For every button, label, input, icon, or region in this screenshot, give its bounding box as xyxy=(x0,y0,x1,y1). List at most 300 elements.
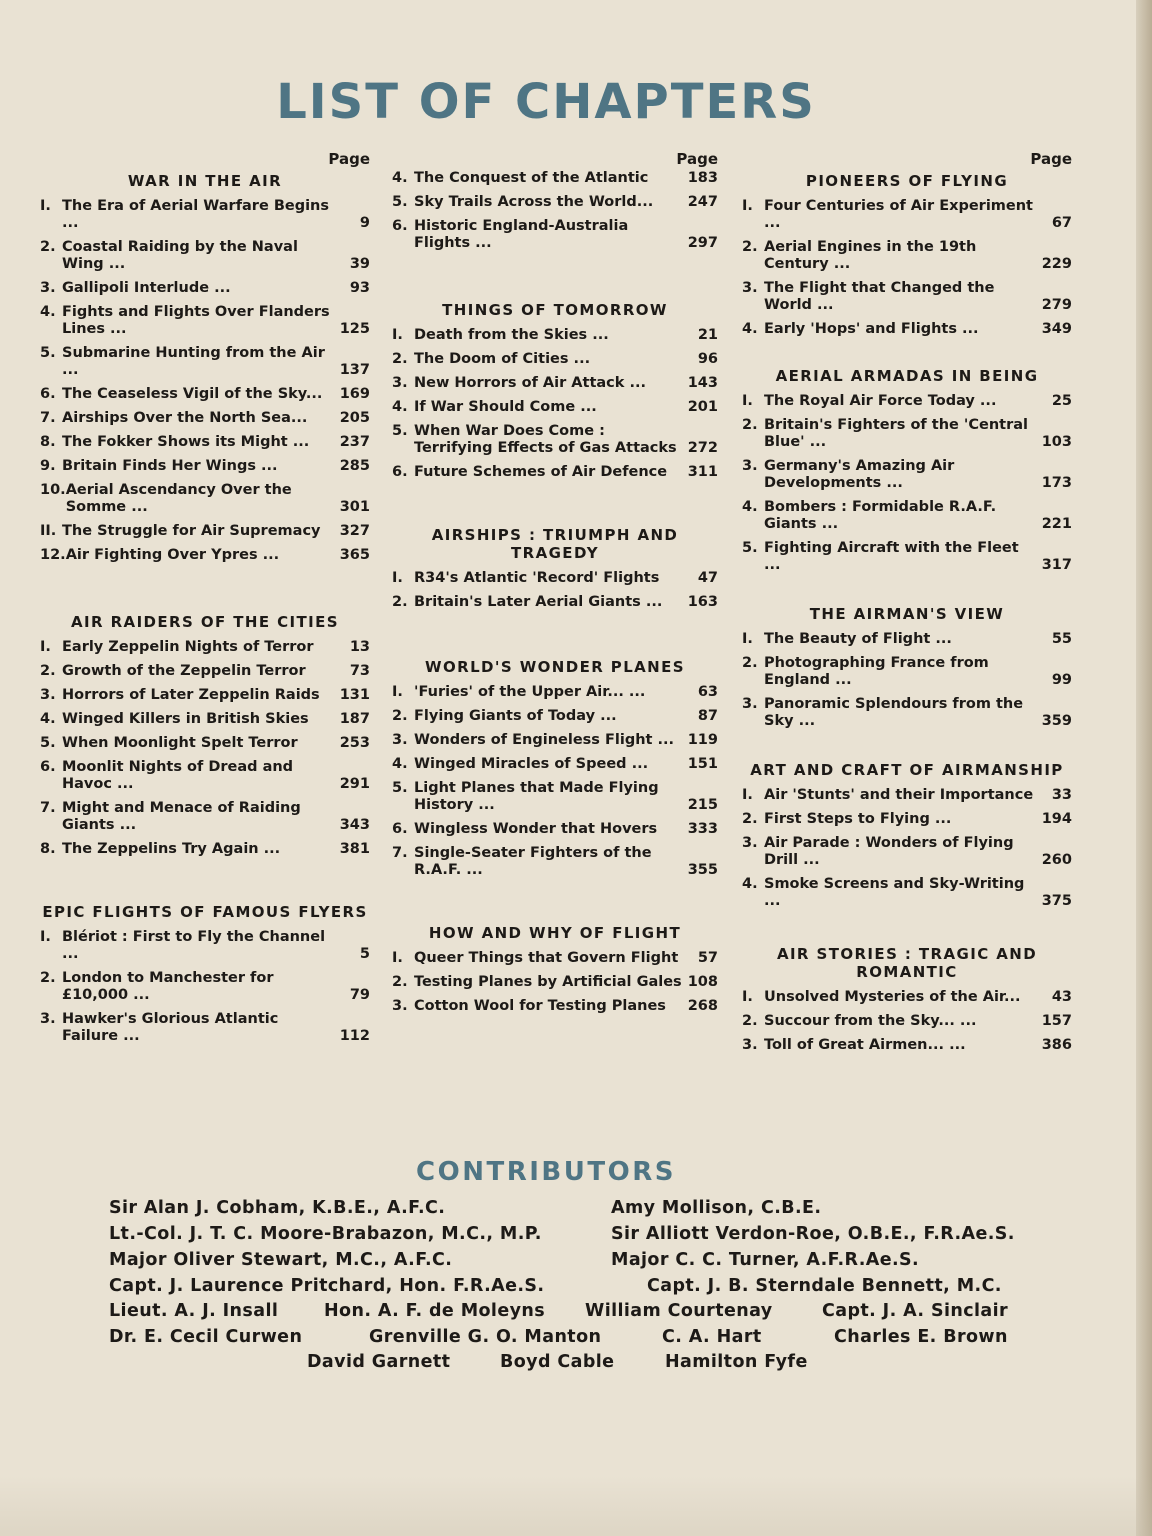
chapter-number: 6. xyxy=(40,759,56,775)
chapter-number: 2. xyxy=(40,970,56,986)
chapter-title: Might and Menace of Raiding Giants ... xyxy=(62,800,301,833)
chapter-number: I. xyxy=(40,639,51,655)
chapter-number: I. xyxy=(742,631,753,647)
chapters-column-2 xyxy=(392,150,718,1022)
chapter-entry xyxy=(392,780,718,814)
contributor-name: Major Oliver Stewart, M.C., A.F.C. xyxy=(109,1250,453,1270)
chapter-section xyxy=(742,365,1072,574)
chapter-title: Aerial Ascendancy Over the Somme ... xyxy=(65,482,292,515)
chapter-page-number: 205 xyxy=(339,410,370,426)
chapter-title: Blériot : First to Fly the Channel ... xyxy=(62,929,326,962)
page-title: LIST OF CHAPTERS xyxy=(276,74,816,130)
chapter-number: 6. xyxy=(392,218,408,234)
chapter-title: Early 'Hops' and Flights ... xyxy=(764,321,979,337)
chapter-page-number: 285 xyxy=(339,458,370,474)
chapter-entry xyxy=(742,393,1072,410)
chapter-title: The Flight that Changed the World ... xyxy=(764,280,995,313)
chapter-page-number: 5 xyxy=(359,946,370,962)
chapter-title: Succour from the Sky... ... xyxy=(764,1013,977,1029)
chapter-entry xyxy=(742,1013,1072,1030)
chapter-page-number: 359 xyxy=(1041,713,1072,729)
chapter-number: 2. xyxy=(742,239,758,255)
chapter-entry xyxy=(392,218,718,252)
chapter-number: I. xyxy=(742,198,753,214)
chapter-page-number: 187 xyxy=(339,711,370,727)
chapter-title: When Moonlight Spelt Terror xyxy=(62,735,298,751)
chapter-page-number: 39 xyxy=(349,256,370,272)
chapter-title: London to Manchester for £10,000 ... xyxy=(62,970,274,1003)
chapter-number: 5. xyxy=(40,345,56,361)
chapter-entry xyxy=(40,759,370,793)
chapter-title: Toll of Great Airmen... ... xyxy=(764,1037,966,1053)
chapter-number: 2. xyxy=(392,594,408,610)
chapter-page-number: 163 xyxy=(687,594,718,610)
chapter-title: Hawker's Glorious Atlantic Failure ... xyxy=(62,1011,279,1044)
chapter-entry xyxy=(40,410,370,427)
chapter-number: 3. xyxy=(40,280,56,296)
chapter-page-number: 33 xyxy=(1051,787,1072,803)
chapter-entry xyxy=(742,655,1072,689)
section-title: AIR STORIES : TRAGIC AND ROMANTIC xyxy=(776,945,1038,981)
chapter-number: 12. xyxy=(40,547,66,563)
chapter-number: 2. xyxy=(392,974,408,990)
chapter-title: Air Fighting Over Ypres ... xyxy=(65,547,280,563)
chapter-page-number: 96 xyxy=(697,351,718,367)
chapter-title: Fighting Aircraft with the Fleet ... xyxy=(764,540,1019,573)
chapter-page-number: 297 xyxy=(687,235,718,251)
chapter-title: Horrors of Later Zeppelin Raids xyxy=(62,687,320,703)
contributor-name: Amy Mollison, C.B.E. xyxy=(611,1198,822,1218)
chapter-title: Air 'Stunts' and their Importance xyxy=(764,787,1034,803)
chapter-title: The Struggle for Air Supremacy xyxy=(62,523,321,539)
chapter-page-number: 151 xyxy=(687,756,718,772)
chapter-title: Historic England-Australia Flights ... xyxy=(414,218,629,251)
chapter-number: 4. xyxy=(392,399,408,415)
chapter-entry xyxy=(392,708,718,725)
chapter-page-number: 87 xyxy=(697,708,718,724)
chapter-entry xyxy=(392,351,718,368)
chapter-entry xyxy=(742,540,1072,574)
chapter-number: 2. xyxy=(742,417,758,433)
chapter-page-number: 119 xyxy=(687,732,718,748)
page-shadow xyxy=(0,1476,1152,1536)
chapter-page-number: 375 xyxy=(1041,893,1072,909)
chapter-entry xyxy=(40,841,370,858)
chapter-title: The Royal Air Force Today ... xyxy=(764,393,997,409)
chapter-number: 2. xyxy=(742,1013,758,1029)
chapter-number: 4. xyxy=(40,304,56,320)
chapter-title: Queer Things that Govern Flight xyxy=(414,950,679,966)
chapter-entry xyxy=(40,1011,370,1045)
section-title: EPIC FLIGHTS OF FAMOUS FLYERS xyxy=(42,903,368,921)
chapter-title: Photographing France from England ... xyxy=(764,655,989,688)
contributor-name: Major C. C. Turner, A.F.R.Ae.S. xyxy=(611,1250,920,1270)
chapter-section xyxy=(40,901,370,1045)
chapter-entry xyxy=(40,434,370,451)
chapter-page-number: 63 xyxy=(697,684,718,700)
chapter-section xyxy=(40,170,370,564)
chapter-number: 5. xyxy=(742,540,758,556)
chapter-entry xyxy=(392,594,718,611)
chapter-section xyxy=(742,759,1072,910)
chapter-section xyxy=(742,170,1072,338)
chapter-number: II. xyxy=(40,523,57,539)
chapter-page-number: 157 xyxy=(1041,1013,1072,1029)
chapter-page-number: 79 xyxy=(349,987,370,1003)
chapter-title: 'Furies' of the Upper Air... ... xyxy=(414,684,646,700)
chapter-number: I. xyxy=(742,393,753,409)
chapter-page-number: 349 xyxy=(1041,321,1072,337)
chapter-number: 2. xyxy=(742,655,758,671)
chapter-number: I. xyxy=(392,950,403,966)
chapter-title: Testing Planes by Artificial Gales xyxy=(414,974,682,990)
contributor-name: Capt. J. B. Sterndale Bennett, M.C. xyxy=(647,1276,1002,1296)
contributor-name: Sir Alan J. Cobham, K.B.E., A.F.C. xyxy=(109,1198,446,1218)
chapter-page-number: 215 xyxy=(687,797,718,813)
chapter-page-number: 327 xyxy=(339,523,370,539)
chapter-page-number: 253 xyxy=(339,735,370,751)
section-title: AIR RAIDERS OF THE CITIES xyxy=(71,613,339,631)
chapter-page-number: 67 xyxy=(1051,215,1072,231)
page-edge xyxy=(1136,0,1152,1536)
chapter-title: R34's Atlantic 'Record' Flights xyxy=(414,570,660,586)
section-title: PIONEERS OF FLYING xyxy=(805,172,1009,190)
chapter-entry xyxy=(742,876,1072,910)
chapter-entry xyxy=(40,735,370,752)
chapter-page-number: 291 xyxy=(339,776,370,792)
chapter-page-number: 125 xyxy=(339,321,370,337)
chapter-page-number: 333 xyxy=(687,821,718,837)
page-column-header: Page xyxy=(1030,150,1072,168)
chapter-number: 5. xyxy=(392,423,408,439)
chapter-number: 3. xyxy=(40,687,56,703)
chapter-title: When War Does Come : Terrifying Effects of Gas Attacks xyxy=(414,423,677,456)
chapters-column-3 xyxy=(742,150,1072,1061)
chapter-title: Air Parade : Wonders of Flying Drill ... xyxy=(764,835,1014,868)
chapter-title: Early Zeppelin Nights of Terror xyxy=(62,639,314,655)
chapter-entry xyxy=(40,482,370,516)
chapter-number: 4. xyxy=(392,170,408,186)
chapter-number: 2. xyxy=(40,663,56,679)
chapter-title: Four Centuries of Air Experiment ... xyxy=(764,198,1033,231)
chapter-number: 4. xyxy=(392,756,408,772)
chapter-section xyxy=(392,170,718,252)
contributor-name: Charles E. Brown xyxy=(834,1327,1008,1347)
chapter-page-number: 9 xyxy=(359,215,370,231)
section-title: THINGS OF TOMORROW xyxy=(442,301,668,319)
chapter-title: Bombers : Formidable R.A.F. Giants ... xyxy=(764,499,997,532)
chapter-entry xyxy=(392,194,718,211)
chapter-number: 4. xyxy=(742,499,758,515)
chapter-entry xyxy=(40,800,370,834)
chapter-number: 4. xyxy=(742,876,758,892)
chapter-entry xyxy=(742,417,1072,451)
chapter-page-number: 279 xyxy=(1041,297,1072,313)
chapter-title: The Zeppelins Try Again ... xyxy=(62,841,281,857)
chapter-page-number: 355 xyxy=(687,862,718,878)
chapter-number: 6. xyxy=(392,821,408,837)
chapter-section xyxy=(392,922,718,1015)
chapter-number: 3. xyxy=(742,1037,758,1053)
chapter-page-number: 301 xyxy=(339,499,370,515)
chapter-number: 2. xyxy=(392,708,408,724)
chapter-entry xyxy=(40,523,370,540)
chapter-page-number: 57 xyxy=(697,950,718,966)
chapter-entry xyxy=(392,684,718,701)
chapter-page-number: 381 xyxy=(339,841,370,857)
chapter-number: I. xyxy=(40,198,51,214)
chapter-page-number: 343 xyxy=(339,817,370,833)
contributor-name: Dr. E. Cecil Curwen xyxy=(109,1327,303,1347)
chapter-page-number: 194 xyxy=(1041,811,1072,827)
chapter-entry xyxy=(40,280,370,297)
chapter-page-number: 108 xyxy=(687,974,718,990)
chapter-page-number: 229 xyxy=(1041,256,1072,272)
chapter-entry xyxy=(392,399,718,416)
chapter-entry xyxy=(392,950,718,967)
chapter-entry xyxy=(742,239,1072,273)
contributor-name: Grenville G. O. Manton xyxy=(369,1327,602,1347)
chapter-title: Moonlit Nights of Dread and Havoc ... xyxy=(62,759,294,792)
chapter-number: 3. xyxy=(742,696,758,712)
chapter-number: 5. xyxy=(392,194,408,210)
chapter-title: Single-Seater Fighters of the R.A.F. ... xyxy=(414,845,652,878)
chapter-title: The Ceaseless Vigil of the Sky... xyxy=(62,386,323,402)
chapter-title: The Conquest of the Atlantic xyxy=(414,170,649,186)
chapter-page-number: 99 xyxy=(1051,672,1072,688)
chapter-page-number: 25 xyxy=(1051,393,1072,409)
chapter-page-number: 131 xyxy=(339,687,370,703)
chapter-title: New Horrors of Air Attack ... xyxy=(414,375,646,391)
chapter-entry xyxy=(40,345,370,379)
chapter-title: Future Schemes of Air Defence xyxy=(414,464,668,480)
chapter-entry xyxy=(40,304,370,338)
chapter-entry xyxy=(742,787,1072,804)
chapter-page-number: 260 xyxy=(1041,852,1072,868)
chapter-title: Aerial Engines in the 19th Century ... xyxy=(764,239,977,272)
chapter-entry xyxy=(742,631,1072,648)
contributor-name: Lieut. A. J. Insall xyxy=(109,1301,279,1321)
chapter-title: Flying Giants of Today ... xyxy=(414,708,617,724)
chapter-number: I. xyxy=(392,570,403,586)
contributor-name: Hamilton Fyfe xyxy=(665,1352,808,1372)
chapter-title: Airships Over the North Sea... xyxy=(62,410,308,426)
chapter-title: Winged Miracles of Speed ... xyxy=(414,756,649,772)
chapter-title: The Fokker Shows its Might ... xyxy=(62,434,310,450)
chapter-entry xyxy=(40,663,370,680)
contributor-name: Capt. J. Laurence Pritchard, Hon. F.R.Ae.S. xyxy=(109,1276,545,1296)
chapter-page-number: 183 xyxy=(687,170,718,186)
chapter-entry xyxy=(40,687,370,704)
chapter-title: Panoramic Splendours from the Sky ... xyxy=(764,696,1024,729)
chapter-page-number: 365 xyxy=(339,547,370,563)
chapter-number: 7. xyxy=(40,800,56,816)
chapter-entry xyxy=(40,458,370,475)
chapter-page-number: 112 xyxy=(339,1028,370,1044)
chapter-entry xyxy=(742,811,1072,828)
chapter-entry xyxy=(40,970,370,1004)
chapter-number: 7. xyxy=(392,845,408,861)
chapter-number: I. xyxy=(392,684,403,700)
chapter-title: Growth of the Zeppelin Terror xyxy=(62,663,306,679)
contributor-name: David Garnett xyxy=(307,1352,451,1372)
chapter-page-number: 47 xyxy=(697,570,718,586)
chapter-number: 2. xyxy=(392,351,408,367)
chapter-title: The Beauty of Flight ... xyxy=(764,631,952,647)
chapter-title: First Steps to Flying ... xyxy=(764,811,952,827)
chapter-title: The Doom of Cities ... xyxy=(414,351,591,367)
chapter-page-number: 268 xyxy=(687,998,718,1014)
chapter-page-number: 93 xyxy=(349,280,370,296)
chapter-section xyxy=(392,656,718,879)
chapter-title: Death from the Skies ... xyxy=(414,327,609,343)
chapter-entry xyxy=(40,198,370,232)
chapter-title: Germany's Amazing Air Developments ... xyxy=(764,458,955,491)
chapter-page-number: 13 xyxy=(349,639,370,655)
chapter-number: 3. xyxy=(40,1011,56,1027)
chapter-number: 9. xyxy=(40,458,56,474)
chapter-title: Light Planes that Made Flying History ... xyxy=(414,780,659,813)
chapter-entry xyxy=(392,327,718,344)
chapter-entry xyxy=(742,458,1072,492)
chapter-number: 4. xyxy=(40,711,56,727)
chapter-number: 8. xyxy=(40,841,56,857)
chapter-page-number: 103 xyxy=(1041,434,1072,450)
section-title: THE AIRMAN'S VIEW xyxy=(809,605,1005,623)
chapter-entry xyxy=(742,835,1072,869)
chapter-entry xyxy=(742,499,1072,533)
chapter-title: Cotton Wool for Testing Planes xyxy=(414,998,666,1014)
chapter-entry xyxy=(392,998,718,1015)
chapter-number: 3. xyxy=(392,998,408,1014)
chapter-page-number: 272 xyxy=(687,440,718,456)
chapter-entry xyxy=(392,464,718,481)
chapter-number: 3. xyxy=(742,280,758,296)
chapter-entry xyxy=(742,696,1072,730)
chapter-entry xyxy=(392,821,718,838)
chapter-entry xyxy=(392,732,718,749)
section-title: ART AND CRAFT OF AIRMANSHIP xyxy=(750,761,1064,779)
chapter-number: 3. xyxy=(392,732,408,748)
chapter-title: Unsolved Mysteries of the Air... xyxy=(764,989,1021,1005)
chapter-number: 3. xyxy=(742,835,758,851)
chapter-page-number: 21 xyxy=(697,327,718,343)
chapter-entry xyxy=(392,375,718,392)
chapter-section xyxy=(742,943,1072,1054)
contributor-name: William Courtenay xyxy=(585,1301,773,1321)
chapter-page-number: 143 xyxy=(687,375,718,391)
chapter-page-number: 221 xyxy=(1041,516,1072,532)
chapter-title: Britain's Later Aerial Giants ... xyxy=(414,594,663,610)
chapter-title: Fights and Flights Over Flanders Lines ... xyxy=(62,304,330,337)
chapters-column-1 xyxy=(40,150,370,1052)
chapter-page-number: 169 xyxy=(339,386,370,402)
contributor-name: C. A. Hart xyxy=(662,1327,762,1347)
contributors-title: CONTRIBUTORS xyxy=(416,1157,676,1187)
chapter-number: I. xyxy=(392,327,403,343)
section-title: WAR IN THE AIR xyxy=(127,172,283,190)
chapter-number: 6. xyxy=(40,386,56,402)
chapter-entry xyxy=(40,929,370,963)
chapter-entry xyxy=(392,170,718,187)
chapter-number: 10. xyxy=(40,482,66,498)
chapter-entry xyxy=(40,547,370,564)
chapter-page-number: 43 xyxy=(1051,989,1072,1005)
chapter-page-number: 201 xyxy=(687,399,718,415)
chapter-entry xyxy=(392,570,718,587)
chapter-page-number: 73 xyxy=(349,663,370,679)
chapter-number: I. xyxy=(742,989,753,1005)
chapter-number: 4. xyxy=(742,321,758,337)
section-title: WORLD'S WONDER PLANES xyxy=(425,658,685,676)
chapter-entry xyxy=(742,321,1072,338)
chapter-title: Britain's Fighters of the 'Central Blue' ... xyxy=(764,417,1029,450)
chapter-title: Gallipoli Interlude ... xyxy=(62,280,231,296)
chapter-entry xyxy=(40,711,370,728)
chapter-entry xyxy=(40,386,370,403)
contributor-name: Hon. A. F. de Moleyns xyxy=(324,1301,546,1321)
chapter-number: 3. xyxy=(742,458,758,474)
chapter-number: 8. xyxy=(40,434,56,450)
chapter-title: Coastal Raiding by the Naval Wing ... xyxy=(62,239,298,272)
chapter-entry xyxy=(742,280,1072,314)
chapter-number: I. xyxy=(40,929,51,945)
chapter-section xyxy=(392,299,718,481)
chapter-title: Smoke Screens and Sky-Writing ... xyxy=(764,876,1025,909)
chapter-entry xyxy=(742,1037,1072,1054)
chapter-entry xyxy=(742,198,1072,232)
chapter-entry xyxy=(742,989,1072,1006)
chapter-title: Submarine Hunting from the Air ... xyxy=(62,345,325,378)
contributor-name: Boyd Cable xyxy=(500,1352,615,1372)
chapter-page-number: 247 xyxy=(687,194,718,210)
chapter-page-number: 317 xyxy=(1041,557,1072,573)
contributor-name: Sir Alliott Verdon-Roe, O.B.E., F.R.Ae.S. xyxy=(611,1224,1015,1244)
chapter-entry xyxy=(392,974,718,991)
chapter-page-number: 137 xyxy=(339,362,370,378)
chapter-number: 5. xyxy=(392,780,408,796)
chapter-number: 7. xyxy=(40,410,56,426)
chapter-number: 6. xyxy=(392,464,408,480)
chapter-number: 5. xyxy=(40,735,56,751)
section-title: AERIAL ARMADAS IN BEING xyxy=(775,367,1039,385)
chapter-page-number: 311 xyxy=(687,464,718,480)
chapter-page-number: 386 xyxy=(1041,1037,1072,1053)
chapter-title: Wonders of Engineless Flight ... xyxy=(414,732,675,748)
chapter-title: Britain Finds Her Wings ... xyxy=(62,458,278,474)
chapter-section xyxy=(40,611,370,858)
section-title: HOW AND WHY OF FLIGHT xyxy=(428,924,682,942)
chapter-entry xyxy=(392,845,718,879)
page-column-header: Page xyxy=(328,150,370,168)
chapter-entry xyxy=(40,639,370,656)
chapter-number: 3. xyxy=(392,375,408,391)
chapter-entry xyxy=(40,239,370,273)
chapter-title: If War Should Come ... xyxy=(414,399,597,415)
chapter-entry xyxy=(392,756,718,773)
chapter-title: Sky Trails Across the World... xyxy=(414,194,654,210)
chapter-page-number: 173 xyxy=(1041,475,1072,491)
chapter-number: I. xyxy=(742,787,753,803)
chapter-title: Winged Killers in British Skies xyxy=(62,711,309,727)
chapter-title: The Era of Aerial Warfare Begins ... xyxy=(62,198,330,231)
chapter-page-number: 55 xyxy=(1051,631,1072,647)
contributor-name: Lt.-Col. J. T. C. Moore-Brabazon, M.C., M.P. xyxy=(109,1224,542,1244)
contributor-name: Capt. J. A. Sinclair xyxy=(822,1301,1009,1321)
chapter-page-number: 237 xyxy=(339,434,370,450)
chapter-number: 2. xyxy=(40,239,56,255)
page-column-header: Page xyxy=(676,150,718,168)
